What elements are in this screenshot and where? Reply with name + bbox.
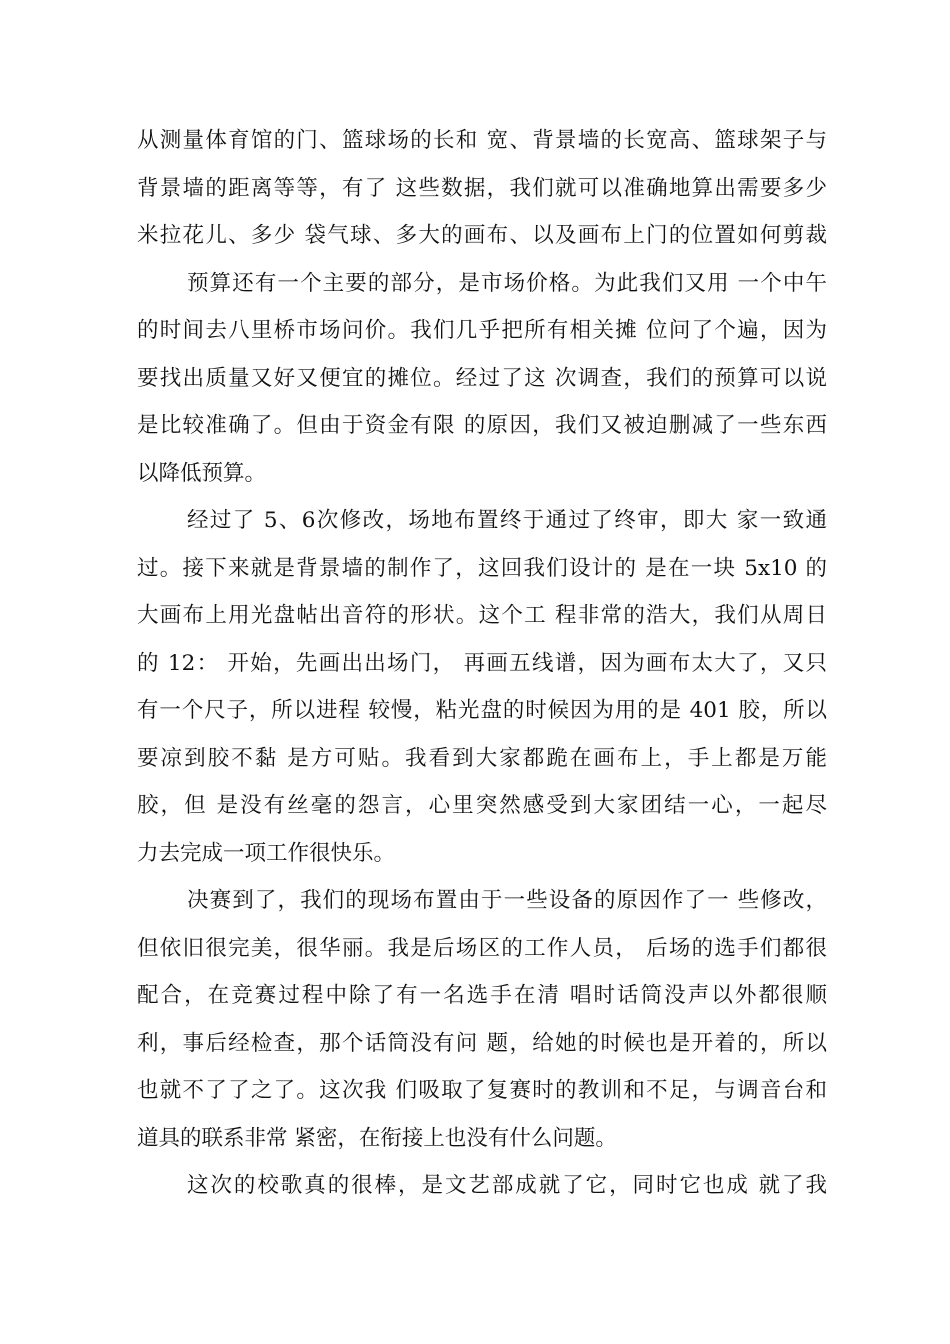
text-line: 要凉到胶不黏 是方可贴。我看到大家都跪在画布上，手上都是万能: [137, 745, 827, 771]
text-line: 有一个尺子，所以进程 较慢，粘光盘的时候因为用的是 401 胶，所以: [137, 698, 827, 723]
text-line: 胶，但 是没有丝毫的怨言，心里突然感受到大家团结一心，一起尽: [137, 793, 827, 818]
text-line: 配合，在竞赛过程中除了有一名选手在清 唱时话筒没声以外都很顺: [137, 983, 827, 1008]
paragraph-first-line: 决赛到了，我们的现场布置由于一些设备的原因作了一 些修改，: [187, 888, 827, 913]
text-line: 以降低预算。: [137, 460, 267, 486]
text-line: 过。接下来就是背景墙的制作了，这回我们设计的 是在一块 5x10 的: [137, 555, 827, 581]
paragraph-first-line: 这次的校歌真的很棒，是文艺部成就了它，同时它也成 就了我: [187, 1173, 827, 1198]
text-line: 力去完成一项工作很快乐。: [137, 840, 396, 866]
text-line: 米拉花儿、多少 袋气球、多大的画布、以及画布上门的位置如何剪裁: [137, 223, 827, 248]
text-line: 背景墙的距离等等，有了 这些数据，我们就可以准确地算出需要多少: [137, 175, 827, 201]
text-line: 也就不了了之了。这次我 们吸取了复赛时的教训和不足，与调音台和: [137, 1078, 827, 1103]
text-line: 但依旧很完美，很华丽。我是后场区的工作人员， 后场的选手们都很: [137, 935, 827, 961]
text-line: 要找出质量又好又便宜的摊位。经过了这 次调查，我们的预算可以说: [137, 365, 827, 391]
text-line: 利，事后经检查，那个话筒没有问 题，给她的时候也是开着的，所以: [137, 1030, 827, 1056]
body-text: [137, 117, 827, 1210]
text-line: 道具的联系非常 紧密，在衔接上也没有什么问题。: [137, 1125, 617, 1151]
paragraph-first-line: 预算还有一个主要的部分，是市场价格。为此我们又用 一个中午: [187, 270, 827, 296]
text-line: 是比较准确了。但由于资金有限 的原因，我们又被迫删减了一些东西: [137, 413, 827, 438]
text-line: 的 12： 开始，先画出出场门， 再画五线谱，因为画布太大了，又只: [137, 650, 827, 676]
text-line: 从测量体育馆的门、篮球场的长和 宽、背景墙的长宽高、篮球架子与: [137, 128, 827, 153]
paragraph-first-line: 经过了 5、6次修改，场地布置终于通过了终审，即大 家一致通: [187, 508, 827, 533]
text-line: 大画布上用光盘帖出音符的形状。这个工 程非常的浩大，我们从周日: [137, 603, 827, 628]
text-line: 的时间去八里桥市场问价。我们几乎把所有相关摊 位问了个遍，因为: [137, 318, 827, 343]
